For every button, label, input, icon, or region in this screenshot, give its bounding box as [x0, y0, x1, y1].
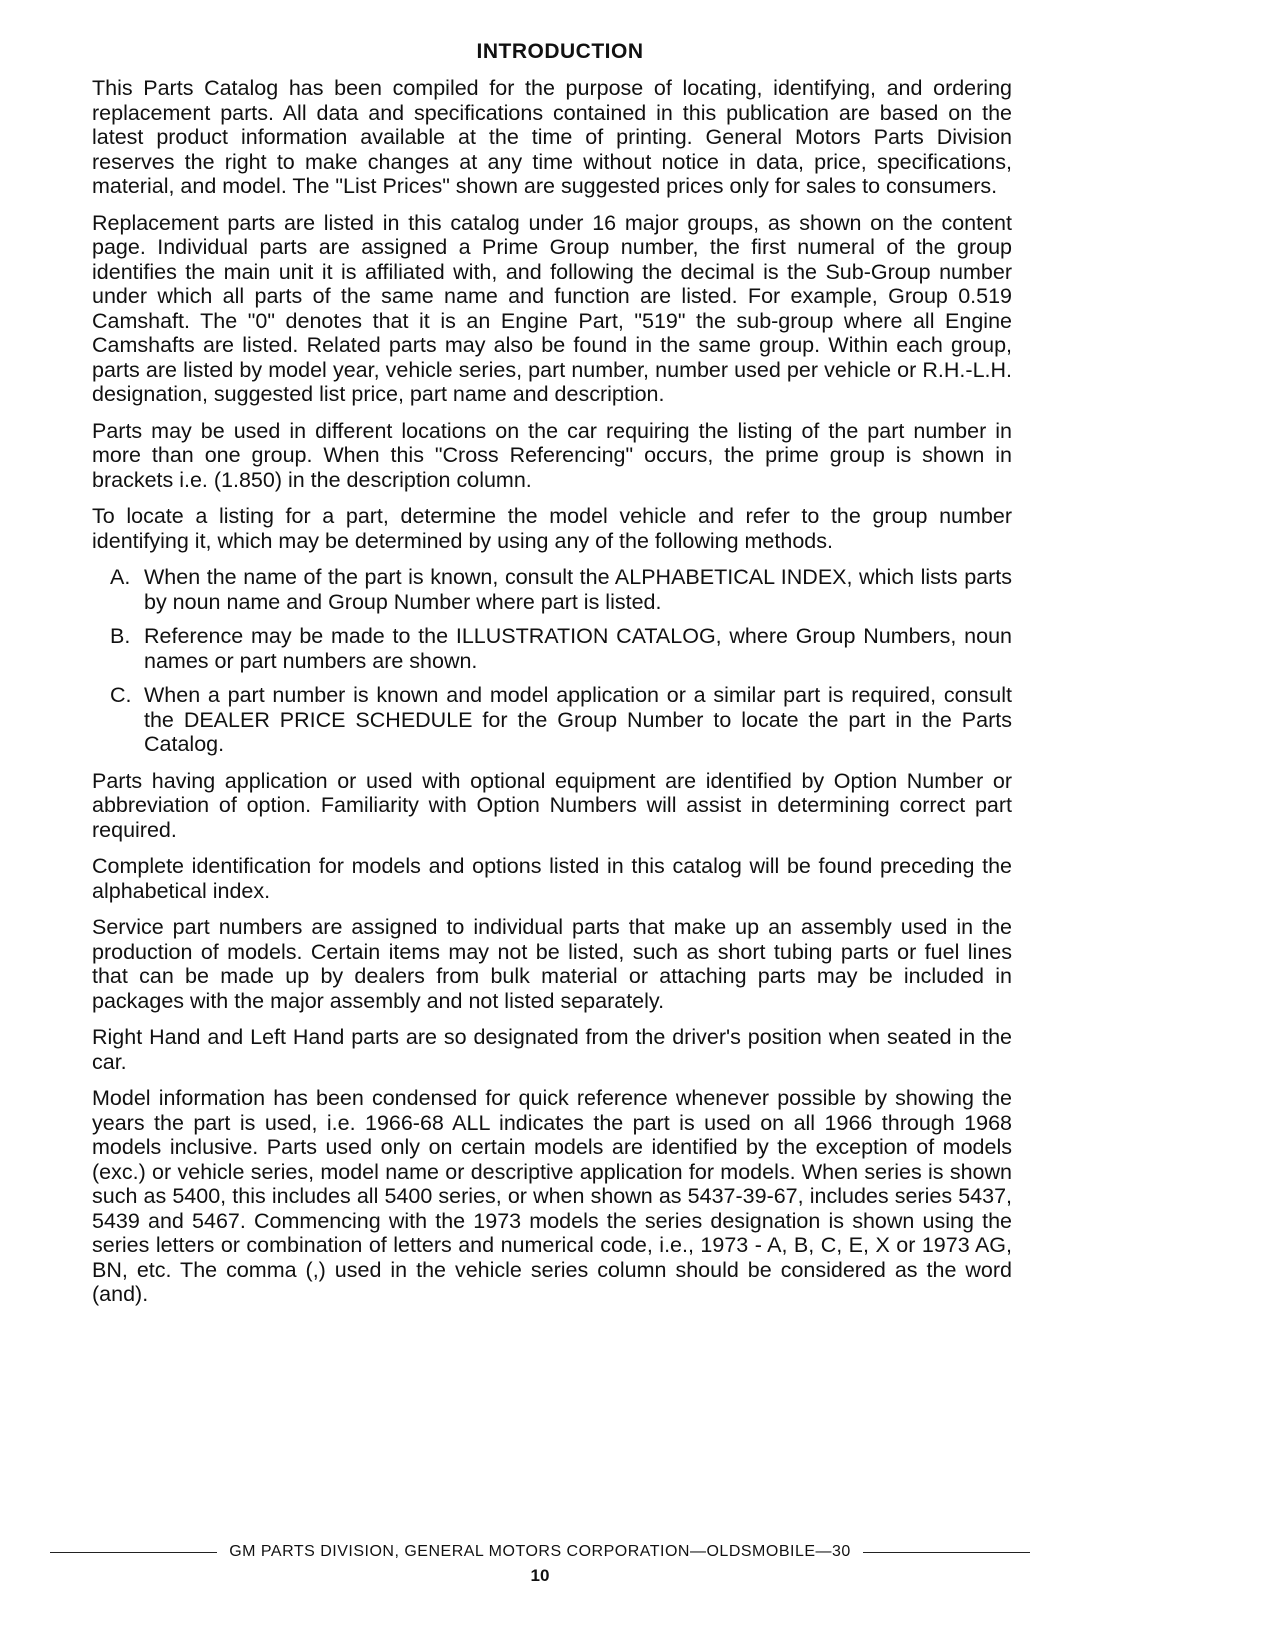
paragraph-locate: To locate a listing for a part, determine the model vehicle and refer to the group number identifying it, which may be determined by using any of the following methods. — [92, 504, 1012, 553]
list-item — [110, 624, 1012, 673]
page-footer — [50, 1543, 1030, 1561]
list-item-text: When a part number is known and model application or a similar part is required, consult the DEALER PRICE SCHEDULE for the Group Number to locate the part in the Parts Catalog. — [144, 683, 1012, 756]
paragraph-right-left-hand: Right Hand and Left Hand parts are so designated from the driver's position when seated in the car. — [92, 1025, 1012, 1074]
paragraph-options: Parts having application or used with optional equipment are identified by Option Number or abbreviation of option. Familiarity with Option Numbers will assist in determining correct part required. — [92, 768, 1012, 842]
list-item — [110, 683, 1012, 757]
list-item-letter: B. — [110, 624, 131, 648]
list-item — [110, 565, 1012, 614]
list-item-letter: A. — [110, 565, 131, 589]
methods-list — [92, 565, 1012, 757]
page-title: INTRODUCTION — [476, 40, 644, 63]
page-number: 10 — [530, 1566, 550, 1585]
paragraph-groups: Replacement parts are listed in this catalog under 16 major groups, as shown on the content page. Individual parts are assigned a Prime Group number, the first numeral of the group identifies the main unit it is affiliated with, and following the decimal is the Sub-Group number under which all parts of the same name and function are listed. For example, Group 0.519 Camshaft. The "0" denotes that it is an Engine Part, "519" the sub-group where all Engine Camshafts are listed. Related parts may also be found in the same group. Within each group, parts are listed by model year, vehicle series, part number, number used per vehicle or R.H.-L.H. designation, suggested list price, part name and description. — [92, 210, 1012, 406]
list-item-text: Reference may be made to the ILLUSTRATION CATALOG, where Group Numbers, noun names or part numbers are shown. — [144, 624, 1012, 673]
paragraph-model-information: Model information has been condensed for quick reference whenever possible by showing the years the part is used, i.e. 1966-68 ALL indicates the part is used on all 1966 through 1968 models inclusive. Parts used only on certain models are identified by the exception of models (exc.) or vehicle series, model name or descriptive application for models. When series is shown such as 5400, this includes all 5400 series, or when shown as 5437-39-67, includes series 5437, 5439 and 5467. Commencing with the 1973 models the series designation is shown using the series letters or combination of letters and numerical code, i.e., 1973 - A, B, C, E, X or 1973 AG, BN, etc. The comma (,) used in the vehicle series column should be considered as the word (and). — [92, 1086, 1012, 1306]
paragraph-service-parts: Service part numbers are assigned to individual parts that make up an assembly used in the production of models. Certain items may not be listed, such as short tubing parts or fuel lines that can be made up by dealers from bulk material or attaching parts may be included in packages with the major assembly and not listed separately. — [92, 915, 1012, 1013]
paragraph-identification: Complete identification for models and options listed in this catalog will be found preceding the alphabetical index. — [92, 854, 1012, 903]
paragraph-cross-referencing: Parts may be used in different locations on the car requiring the listing of the part number in more than one group. When this "Cross Referencing" occurs, the prime group is shown in brackets i.e. (1.850) in the description column. — [92, 418, 1012, 492]
body-text — [92, 76, 1012, 1319]
footer-rule-left — [50, 1552, 217, 1553]
list-item-letter: C. — [110, 683, 132, 707]
paragraph-purpose: This Parts Catalog has been compiled for the purpose of locating, identifying, and ordering replacement parts. All data and specifications contained in this publication are based on the latest product information available at the time of printing. General Motors Parts Division reserves the right to make changes at any time without notice in data, price, specifications, material, and model. The "List Prices" shown are suggested prices only for sales to consumers. — [92, 76, 1012, 198]
list-item-text: When the name of the part is known, consult the ALPHABETICAL INDEX, which lists parts by noun name and Group Number where part is listed. — [144, 565, 1012, 614]
footer-text: GM PARTS DIVISION, GENERAL MOTORS CORPORATION—OLDSMOBILE—30 — [229, 1543, 851, 1560]
footer-rule-right — [863, 1552, 1030, 1553]
